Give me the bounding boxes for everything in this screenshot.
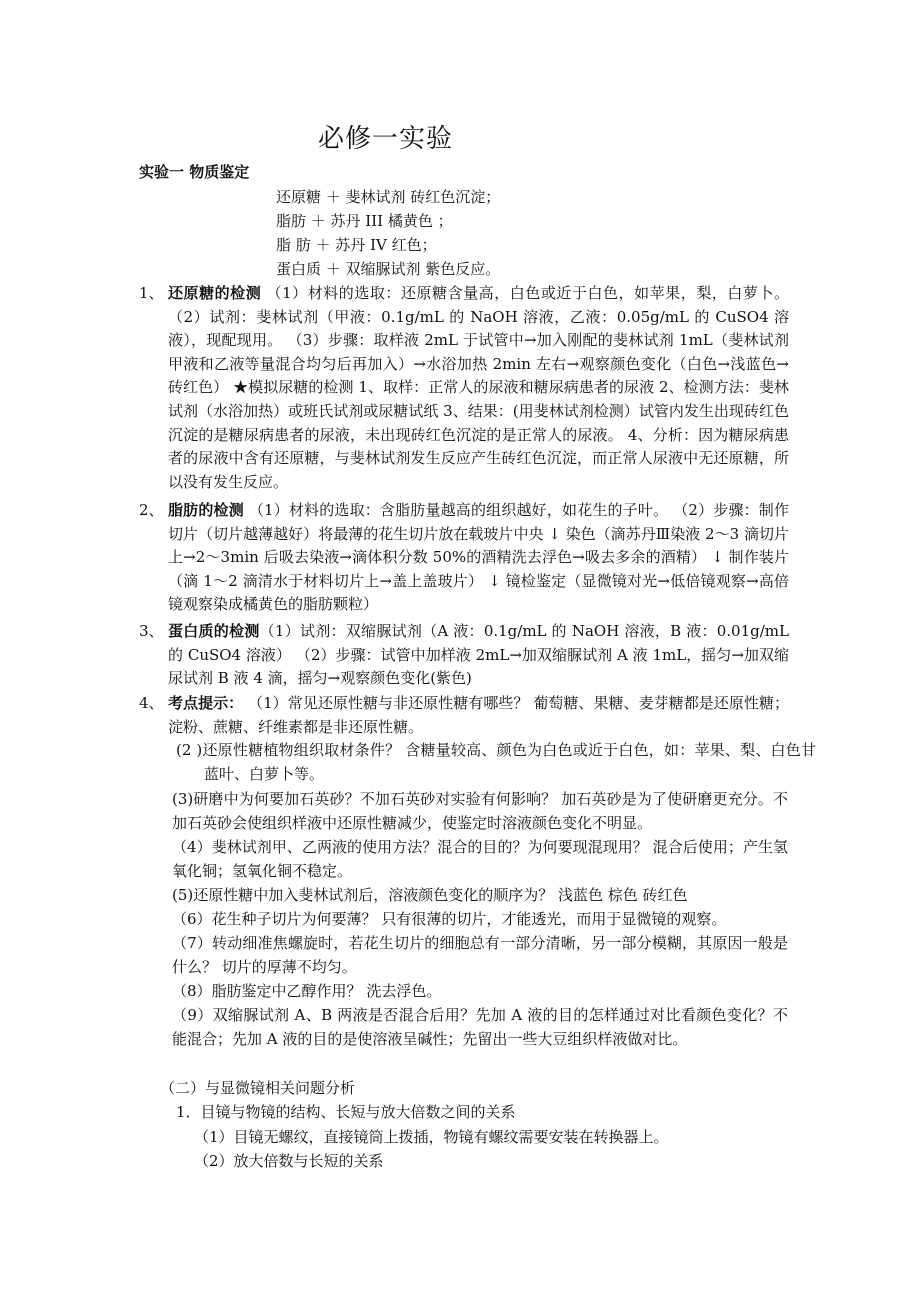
qa-item: (3)研磨中为何要加石英砂？不加石英砂对实验有何影响？ 加石英砂是为了使研磨更充分。不加石英砂会使组织样液中还原性糖减少，使鉴定时溶液颜色变化不明显。 xyxy=(172,790,788,832)
qa-item: （6）花生种子切片为何要薄？ 只有很薄的切片，才能透光，而用于显微镜的观察。 xyxy=(172,910,727,928)
list-item-reducing-sugar xyxy=(139,282,789,494)
section-heading: （二）与显微镜相关问题分析 xyxy=(160,1079,356,1097)
item-number: 4、 xyxy=(139,694,164,712)
item-body xyxy=(168,282,789,494)
item-label: 考点提示： xyxy=(168,694,244,712)
item-body xyxy=(168,499,789,617)
item-text: （1）材料的选取：含脂肪量越高的组织越好，如花生的子叶。 （2）步骤：制作切片（切片越薄越好）将最薄的花生切片放在载玻片中央 ↓ 染色（滴苏丹Ⅲ染液 2～3 滴切片上→2～3min 后吸去染液→滴体积分数 50%的酒精洗去浮色→吸去多余的酒精） ↓ 制作装片（滴 1～2 滴清水于材料切片上→盖上盖玻片） ↓ 镜检鉴定（显微镜对光→低倍镜观察→高倍镜观察染成橘黄色的脂肪颗粒） xyxy=(168,501,789,614)
page-title: 必修一实验 xyxy=(318,124,454,154)
item-text: （1）常见还原性糖与非还原性糖有哪些？ 葡萄糖、果糖、麦芽糖都是还原性糖；淀粉、蔗糖、纤维素都是非还原性糖。 xyxy=(168,694,789,736)
item-label: 还原糖的检测 xyxy=(168,284,262,302)
reaction-line: 脂肪 ＋ 苏丹 III 橘黄色 ； xyxy=(276,212,453,230)
item-body xyxy=(168,692,789,739)
qa-item: (2 )还原性糖植物组织取材条件？ 含糖量较高、颜色为白色或近于白色，如：苹果、梨、白色甘蓝叶、白萝卜等。 xyxy=(176,741,816,783)
item-body xyxy=(168,620,789,691)
item-number: 2、 xyxy=(139,501,164,519)
item-text: （1）材料的选取：还原糖含量高，白色或近于白色，如苹果，梨，白萝卜。 （2）试剂：斐林试剂（甲液：0.1g/mL 的 NaOH 溶液，乙液：0.05g/mL 的 CuSO4 溶液），现配现用。 （3）步骤：取样液 2mL 于试管中→加入刚配的斐林试剂 1mL（斐林试剂甲液和乙液等量混合均匀后再加入）→水浴加热 2min 左右→观察颜色变化（白色→浅蓝色→砖红色） ★模拟尿糖的检测 1、取样：正常人的尿液和糖尿病患者的尿液 2、检测方法：斐林试剂（水浴加热）或班氏试剂或尿糖试纸 3、结果：(用斐林试剂检测）试管内发生出现砖红色沉淀的是糖尿病患者的尿液，未出现砖红色沉淀的是正常人的尿液。 4、分析：因为糖尿病患者的尿液中含有还原糖，与斐林试剂发生反应产生砖红色沉淀，而正常人尿液中无还原糖，所以没有发生反应。 xyxy=(168,284,789,491)
section-subpoint: （1）目镜无螺纹，直接镜筒上拨插，物镜有螺纹需要安装在转换器上。 xyxy=(194,1128,669,1146)
section-subpoint: （2）放大倍数与长短的关系 xyxy=(194,1152,384,1170)
section-point: 1．目镜与物镜的结构、长短与放大倍数之间的关系 xyxy=(176,1103,516,1121)
qa-item: （9）双缩脲试剂 A、B 两液是否混合后用？先加 A 液的目的怎样通过对比看颜色变化？不能混合；先加 A 液的目的是使溶液呈碱性；先留出一些大豆组织样液做对比。 xyxy=(172,1006,788,1048)
list-item-fat xyxy=(139,499,789,617)
item-label: 蛋白质的检测 xyxy=(168,622,260,640)
experiment-heading: 实验一 物质鉴定 xyxy=(139,163,250,181)
qa-item: (5)还原性糖中加入斐林试剂后，溶液颜色变化的顺序为？ 浅蓝色 棕色 砖红色 xyxy=(172,886,688,904)
qa-item: （4）斐林试剂甲、乙两液的使用方法？混合的目的？为何要现混现用？ 混合后使用；产生氢氧化铜；氢氧化铜不稳定。 xyxy=(172,838,788,880)
reaction-line: 脂 肪 ＋ 苏丹 IV 红色； xyxy=(276,236,437,254)
item-number: 3、 xyxy=(139,622,164,640)
reaction-line: 还原糖 ＋ 斐林试剂 砖红色沉淀； xyxy=(276,188,501,206)
qa-item: （7）转动细准焦螺旋时，若花生切片的细胞总有一部分清晰，另一部分模糊，其原因一般是什么？ 切片的厚薄不均匀。 xyxy=(172,934,788,976)
list-item-protein xyxy=(139,620,789,691)
qa-item: （8）脂肪鉴定中乙醇作用？ 洗去浮色。 xyxy=(172,982,442,1000)
item-number: 1、 xyxy=(139,284,164,302)
item-label: 脂肪的检测 xyxy=(168,501,244,519)
list-item-exam-tips xyxy=(139,692,789,739)
reaction-line: 蛋白质 ＋ 双缩脲试剂 紫色反应。 xyxy=(276,260,501,278)
item-text: （1）试剂：双缩脲试剂（A 液：0.1g/mL 的 NaOH 溶液，B 液：0.01g/mL 的 CuSO4 溶液） （2）步骤：试管中加样液 2mL→加双缩脲试剂 A 液 1mL，摇匀→加双缩尿试剂 B 液 4 滴，摇匀→观察颜色变化(紫色) xyxy=(168,622,789,688)
